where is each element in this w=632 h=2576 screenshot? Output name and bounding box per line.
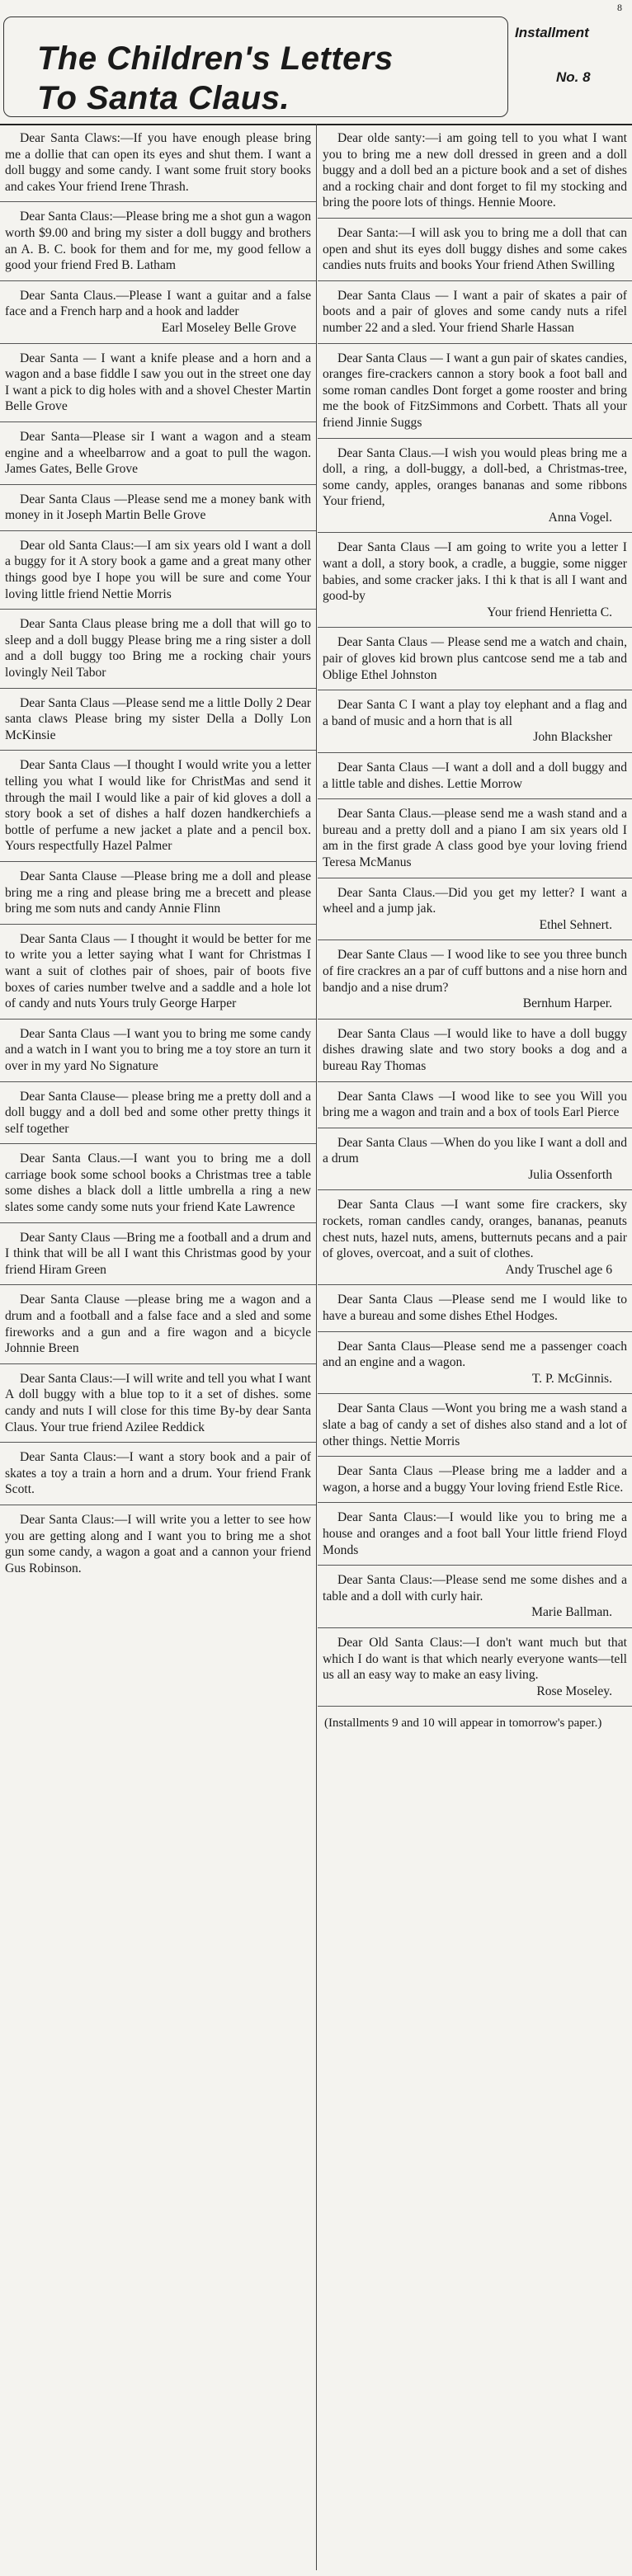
letter	[318, 281, 632, 344]
letter-text: Dear Santa Claws —I wood like to see you Will you bring me a wagon and train and a box of tools Earl Pierce	[323, 1089, 627, 1120]
letter	[0, 422, 316, 485]
letter-text: Dear Santa Claus —Please bring me a ladder and a wagon, a horse and a buggy Your loving friend Estle Rice.	[323, 1464, 627, 1495]
letter-text: Dear Santa Claus —Please send me a little Dolly 2 Dear santa claws Please bring my sister Della a Dolly Lon McKinsie	[5, 695, 311, 742]
letter-text: Dear Old Santa Claus:—I don't want much but that which I do want is that which nearly everyone wants—tell us all an easy way to make an easy living.	[323, 1635, 627, 1683]
letter	[0, 531, 316, 610]
letter	[0, 610, 316, 688]
letter-signature: Andy Truschel age 6	[505, 1262, 612, 1277]
letter-signature: Bernhum Harper.	[522, 996, 612, 1011]
footer-note: (Installments 9 and 10 will appear in tomorrow's paper.)	[324, 1717, 602, 1731]
installment-number: No. 8	[556, 69, 591, 85]
letter	[318, 1082, 632, 1128]
letter	[318, 1190, 632, 1285]
letter-text: Dear Santa Claus:—Please bring me a shot gun a wagon worth $9.00 and bring my sister a doll buggy and brothers an A. B. C. book for them and for me, my good fellow a good your friend Fred B. Latham	[5, 210, 311, 273]
letter-text: Dear Santa Claus:—I will write you a letter to see how you are getting along and I want you to bring me a shot gun some candy, a wagon a goat and a cannon your friend Gus Robinson.	[5, 1512, 311, 1575]
letter-text: Dear Santa Claus —I want a doll and a doll buggy and a little table and dishes. Lettie Morrow	[323, 761, 627, 791]
letter	[0, 1223, 316, 1286]
letter	[318, 690, 632, 753]
letter-text: Dear Santa Claus.—Please I want a guitar and a false face and a French harp and a hook and ladder	[5, 288, 311, 319]
letter	[318, 1332, 632, 1395]
letter-text: Dear Santa Claus.—Did you get my letter? I want a wheel and a jump jak.	[323, 885, 627, 916]
letter-text: Dear Santa Claus:—I want a story book and a pair of skates a toy a train a horn and a drum. Your friend Frank Scott.	[5, 1450, 311, 1497]
letter	[0, 1285, 316, 1363]
letter	[0, 689, 316, 751]
letter	[0, 124, 316, 202]
letter	[0, 1443, 316, 1505]
left-column	[0, 124, 317, 2570]
letter-signature: John Blacksher	[533, 730, 612, 745]
letter	[0, 1144, 316, 1222]
letter	[318, 940, 632, 1019]
letter-text: Dear Santa:—I will ask you to bring me a doll that can open and shut its eyes doll buggy dishes and some cakes candies nuts fruits and books Your friend Athen Swilling	[323, 225, 627, 273]
letter-text: Dear Santa Claus — I want a pair of skates a pair of boots and a pair of gloves and some candy nuts a rifel number 22 and a sled. Your friend Sharle Hassan	[323, 288, 627, 335]
letter	[318, 1457, 632, 1503]
letter	[0, 1505, 316, 1583]
letter-signature: Earl Moseley Belle Grove	[161, 320, 296, 335]
letter	[0, 862, 316, 925]
letter	[0, 485, 316, 531]
letter	[318, 753, 632, 799]
letter-signature: Rose Moseley.	[536, 1684, 612, 1698]
letter-text: Dear Santa Claus.—I wish you would pleas bring me a doll, a ring, a doll-buggy, a doll-bed, a Christmas-tree, some candy, apples, oranges bananas and some ribbons Your friend,	[323, 445, 627, 509]
letter	[318, 124, 632, 219]
letter	[318, 1566, 632, 1628]
letter-text: Dear Santa Claus.—please send me a wash stand and a bureau and a pretty doll and a piano I am six years old I am in the first grade A class good bye your loving friend Teresa McManus	[323, 807, 627, 869]
letter-text: Dear Santa Claus —I want some fire crackers, sky rockets, roman candles candy, oranges, bananas, peanuts chest nuts, hazel nuts, amens, butternuts pecans and a pair of gloves, overcoat, and a suit of clothes.	[323, 1198, 627, 1261]
letter-signature: Marie Ballman.	[531, 1605, 612, 1620]
letter	[0, 1082, 316, 1145]
letter-text: Dear Santa Claus — Please send me a watch and chain, pair of gloves kid brown plus cantcose send me a tab and Oblige Ethel Johnston	[323, 635, 627, 682]
letter	[318, 533, 632, 628]
letter	[318, 628, 632, 690]
letter-text: Dear Santy Claus —Bring me a football and a drum and I think that will be all I want this Christmas good by your friend Hiram Green	[5, 1230, 311, 1277]
title-box	[3, 16, 508, 117]
letter-signature: Ethel Sehnert.	[539, 917, 612, 932]
letter	[0, 751, 316, 862]
letter-text: Dear Santa Claus —Wont you bring me a wash stand a slate a bag of candy a set of dishes also stand and a lot of other things. Nettie Morris	[323, 1401, 627, 1448]
letter-text: Dear Santa Claus please bring me a doll that will go to sleep and a doll buggy Please bring me a ring sister a doll and a doll buggy too Bring me a rocking chair yours lovingly Neil Tabor	[5, 617, 311, 680]
letter-text: Dear Santa Claus:—I would like you to bring me a house and oranges and a foot ball Your little friend Floyd Monds	[323, 1510, 627, 1557]
letter-text: Dear Santa Claus—Please send me a passenger coach and an engine and a wagon.	[323, 1339, 627, 1370]
letter-text: Dear Santa Clause —please bring me a wagon and a drum and a football and a false face and a sled and some fireworks and a gun and a fire wagon and a bicycle Johnnie Breen	[5, 1293, 311, 1356]
letter-text: Dear Santa Claus.—I want you to bring me a doll carriage book some school books a Christmas tree a table some dishes a black doll a little umbrella a ring a new slates some candy some nuts your friend Kate Lawrence	[5, 1151, 311, 1215]
letter	[318, 799, 632, 878]
letter-signature: Your friend Henrietta C.	[487, 605, 612, 619]
letter-text: Dear Santa Claus:—Please send me some dishes and a table and a doll with curly hair.	[323, 1573, 627, 1604]
letter-text: Dear Santa Claus —I thought I would write you a letter telling you what I would like for ChristMas and send it through the mail I would like a pair of kid gloves a doll a story book a set of dishes a half dozen handkerchiefs a bottle of perfume a new jacket a plate and a pencil box. Yours respectfully Hazel Palmer	[5, 758, 311, 854]
letter	[318, 219, 632, 281]
page-header	[0, 0, 632, 125]
letter-text: Dear Santa Clause —Please bring me a doll and please bring me a ring and please bring me a brecett and please bring me som nuts and candy Annie Flinn	[5, 869, 311, 916]
letter	[318, 1503, 632, 1566]
letter	[318, 878, 632, 941]
installment-label: Installment	[515, 25, 589, 40]
page-title-line-1: The Children's Letters	[37, 40, 394, 77]
letter-signature: Anna Vogel.	[548, 510, 612, 525]
letter-text: Dear Santa—Please sir I want a wagon and a steam engine and a wheelbarrow and a goat to pull the wagon. James Gates, Belle Grove	[5, 429, 311, 477]
right-column	[318, 124, 632, 2570]
letter	[318, 439, 632, 534]
letter-text: Dear Santa Claus —I would like to have a doll buggy dishes drawing slate and two story books a dog and a bureau Ray Thomas	[323, 1026, 627, 1073]
letter	[318, 1394, 632, 1457]
letter	[318, 344, 632, 439]
letter-text: Dear Santa C I want a play toy elephant and a flag and a band of music and a horn that is all	[323, 698, 627, 728]
letter	[0, 344, 316, 422]
letter	[0, 281, 316, 344]
letter-text: Dear Santa Claus —Please send me a money bank with money in it Joseph Martin Belle Grove	[5, 492, 311, 523]
letter-text: Dear old Santa Claus:—I am six years old I want a doll a buggy for it A story book a game and a great many other things good bye I hope you will be sure and come Your loving little friend Nettie Morris	[5, 538, 311, 601]
letter-text: Dear Santa — I want a knife please and a horn and a wagon and a base fiddle I saw you out in the street one day I want a pick to dig holes with and a shovel Chester Martin Belle Grove	[5, 351, 311, 414]
letter	[318, 1628, 632, 1707]
letter-signature: Julia Ossenforth	[528, 1167, 612, 1182]
letter	[0, 1020, 316, 1082]
letter-text: Dear Santa Claus —I want you to bring me some candy and a watch in I want you to bring me a toy store an turn it over in my yard No Signature	[5, 1026, 311, 1073]
letter-text: Dear Santa Claus:—I will write and tell you what I want A doll buggy with a blue top to it a set of dishes. some candy and nuts I will close for this time By-by dear Santa Claus. Your true friend Azilee Reddick	[5, 1371, 311, 1434]
letter-text: Dear Sante Claus — I wood like to see you three bunch of fire crackres an a par of cuff buttons and a nise horn and bandjo and a nise drum?	[323, 948, 627, 995]
letter	[0, 202, 316, 280]
letter-signature: T. P. McGinnis.	[531, 1371, 612, 1386]
letter	[318, 1128, 632, 1191]
letter-text: Dear Santa Claws:—If you have enough please bring me a dollie that can open its eyes and shut them. I want a doll buggy and some candy. I want some fruit story books and cakes Your friend Irene Thrash.	[5, 131, 311, 194]
letter-text: Dear Santa Clause— please bring me a pretty doll and a doll buggy and a doll bed and some other pretty things it self together	[5, 1089, 311, 1136]
letter	[0, 1364, 316, 1443]
letter	[318, 1285, 632, 1331]
letter-text: Dear Santa Claus —I am going to write you a letter I want a doll, a story book, a cradle, a buggie, some nigger babies, and some cracker jaks. I thi k that is all I want and good-by	[323, 540, 627, 604]
corner-mark: 8	[617, 2, 622, 13]
letter-text: Dear Santa Claus — I thought it would be better for me to write you a letter saying what I want for Christmas I want a suit of clothes pair of shoes, pair of boots five boxes of caries number twelve and a saddle and a hole lot of candy and nuts Yours truly George Harper	[5, 931, 311, 1011]
page-title-line-2: To Santa Claus.	[37, 80, 290, 116]
letter-text: Dear Santa Claus —When do you like I want a doll and a drum	[323, 1135, 627, 1166]
letter	[0, 925, 316, 1020]
letter-text: Dear Santa Claus —Please send me I would like to have a bureau and some dishes Ethel Hodges.	[323, 1293, 627, 1324]
letter	[318, 1020, 632, 1082]
letter-text: Dear Santa Claus — I want a gun pair of skates candies, oranges fire-crackers cannon a story book a foot ball and some roman candles Dont forget a gome rooster and bring me the book of FitzSimmons and Corbett. Thats all your friend Jinnie Suggs	[323, 351, 627, 430]
letter-text: Dear olde santy:—i am going tell to you what I want you to bring me a new doll dressed in green and a doll buggy and a doll bed an a picture book and a set of dishes and a rocking chair and dont forget to fil my stocking and bring the poore lots of things. Hennie Moore.	[323, 131, 627, 210]
